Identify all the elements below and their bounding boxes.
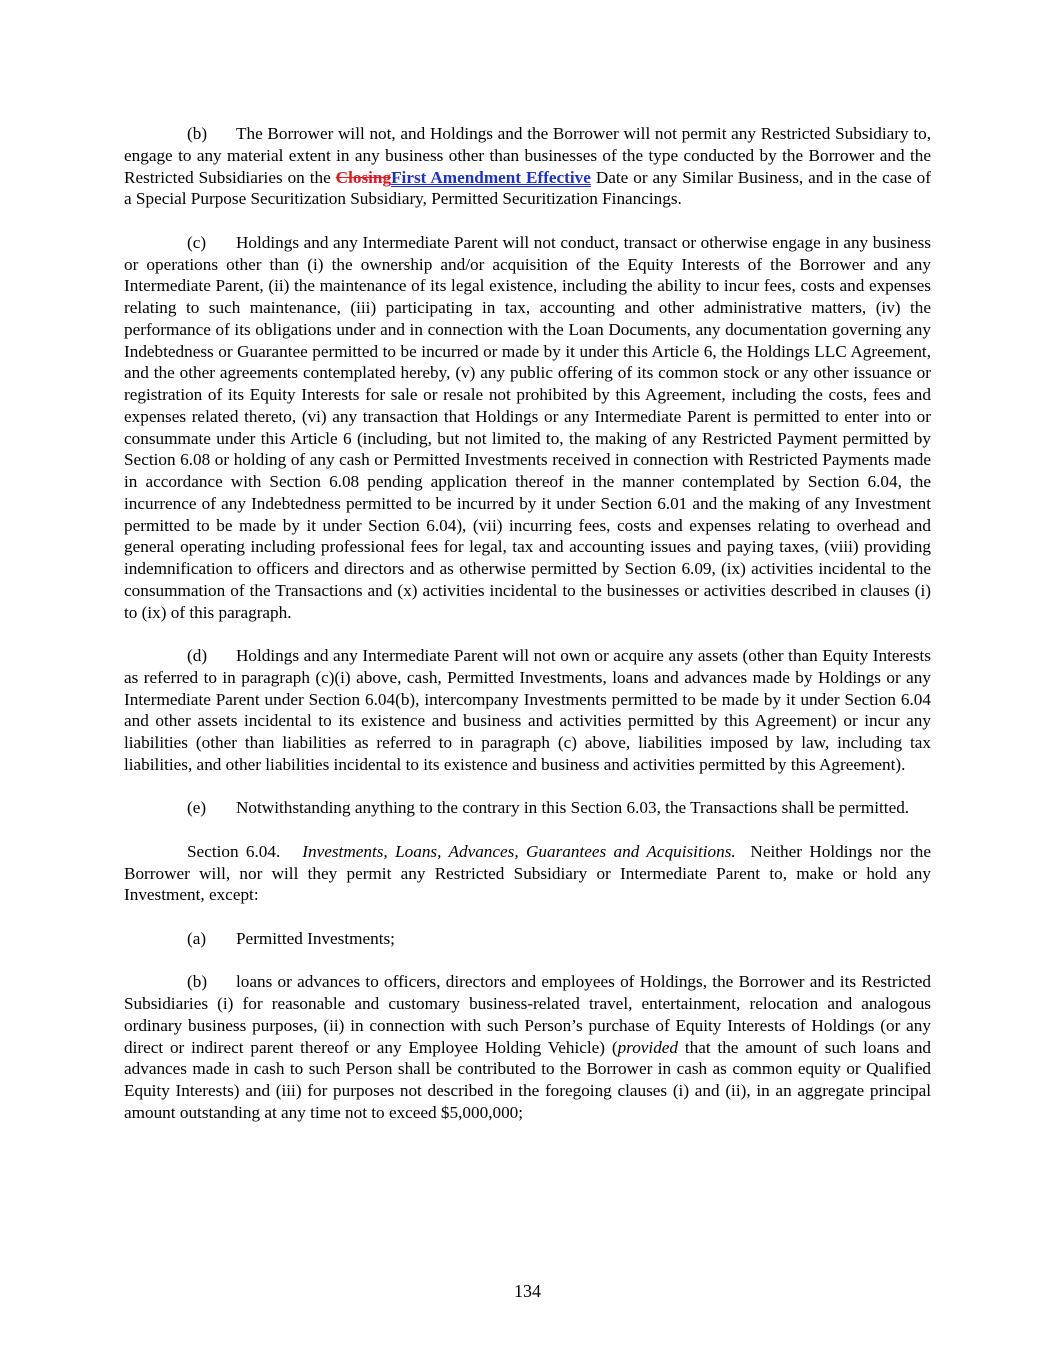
section-number: Section 6.04. [187,841,281,861]
paragraph-text: Notwithstanding anything to the contrary in this Section 6.03, the Transactions shall be permitted. [236,798,910,818]
paragraph-label: (e) [187,798,207,818]
inserted-text: First Amendment Effective [391,167,591,187]
paragraph-6-04-b [124,971,931,1123]
paragraph-6-04-a [124,928,931,950]
paragraph-6-03-e [124,797,931,819]
paragraph-label: (a) [187,928,207,948]
paragraph-text: Neither Holdings nor the Borrower will, nor will they permit any Restricted Subsidiary or Intermediate Parent to, make or hold any Investment, except: [124,841,931,905]
paragraph-text: The Borrower will not, and Holdings and the Borrower will not permit any Restricted Subsidiary to, engage to any material extent in any business other than businesses of the type conducted by the Borrower and the Restricted Subsidiaries on the [124,124,931,187]
paragraph-text: Holdings and any Intermediate Parent will not conduct, transact or otherwise engage in any business or operations other than (i) the ownership and/or acquisition of the Equity Interests of the Borrower and any Intermediate Parent, (ii) the maintenance of its legal existence, including the ability to incur fees, costs and expenses relating to such maintenance, (iii) participating in tax, accounting and other administrative matters, (iv) the performance of its obligations under and in connection with the Loan Documents, any documentation governing any Indebtedness or Guarantee permitted to be incurred or made by it under this Article 6, the Holdings LLC Agreement, and the other agreements contemplated hereby, (v) any public offering of its common stock or any other issuance or registration of its Equity Interests for sale or resale not prohibited by this Agreement, including the costs, fees and expenses related thereto, (vi) any transaction that Holdings or any Intermediate Parent is permitted to enter into or consummate under this Article 6 (including, but not limited to, the making of any Restricted Payment permitted by Section 6.08 or holding of any cash or Permitted Investments received in connection with Restricted Payments made in accordance with Section 6.08 pending application thereof in the manner contemplated by Section 6.04, the incurrence of any Indebtedness permitted to be incurred by it under Section 6.01 and the making of any Investment permitted to be made by it under Section 6.04), (vii) incurring fees, costs and expenses relating to overhead and general operating including professional fees for legal, tax and accounting issues and paying taxes, (viii) providing indemnification to officers and directors and as otherwise permitted by Section 6.09, (ix) activities incidental to the consummation of the Transactions and (x) activities incidental to the businesses or activities described in clauses (i) to (ix) of this paragraph. [124,232,931,622]
paragraph-label: (c) [187,232,207,252]
paragraph-text: that the amount of such loans and advances made in cash to such Person shall be contributed to the Borrower in cash as common equity or Qualified Equity Interests) and (iii) for purposes not described in the foregoing clauses (i) and (ii), in an aggregate principal amount outstanding at any time not to exceed $5,000,000; [124,1037,932,1122]
section-title: Investments, Loans, Advances, Guarantees and Acquisitions. [302,841,736,861]
deleted-text: Closing [335,167,392,187]
paragraph-text: Permitted Investments; [236,928,395,948]
paragraph-6-03-c [124,232,931,624]
paragraph-text: loans or advances to officers, directors and employees of Holdings, the Borrower and its Restricted Subsidiaries (i) for reasonable and customary business-related travel, entertainment, relocation and analogous ordinary business purposes, (ii) in connection with such Person’s purchase of Equity Interests of Holdings (or any direct or indirect parent thereof or any Employee Holding Vehicle) ( [124,972,931,1057]
paragraph-6-03-b [124,123,931,210]
page-number: 134 [514,1281,541,1301]
document-page [124,123,931,1145]
paragraph-text: Date or any Similar Business, and in the case of a Special Purpose Securitization Subsidiary, Permitted Securitization Financings. [124,167,931,209]
paragraph-label: (b) [187,972,208,992]
paragraph-label: (d) [187,646,208,665]
paragraph-label: (b) [187,124,208,143]
italic-term: provided [617,1037,679,1057]
section-6-04 [124,841,931,906]
paragraph-6-03-d [124,645,931,776]
paragraph-text: Holdings and any Intermediate Parent will not own or acquire any assets (other than Equity Interests as referred to in paragraph (c)(i) above, cash, Permitted Investments, loans and advances made by Holdings or any Intermediate Parent under Section 6.04(b), intercompany Investments permitted to be made by it under Section 6.04 and other assets incidental to its existence and business and activities permitted by this Agreement) or incur any liabilities (other than liabilities as referred to in paragraph (c) above, liabilities imposed by law, including tax liabilities, and other liabilities incidental to its existence and business and activities permitted by this Agreement). [124,646,931,774]
